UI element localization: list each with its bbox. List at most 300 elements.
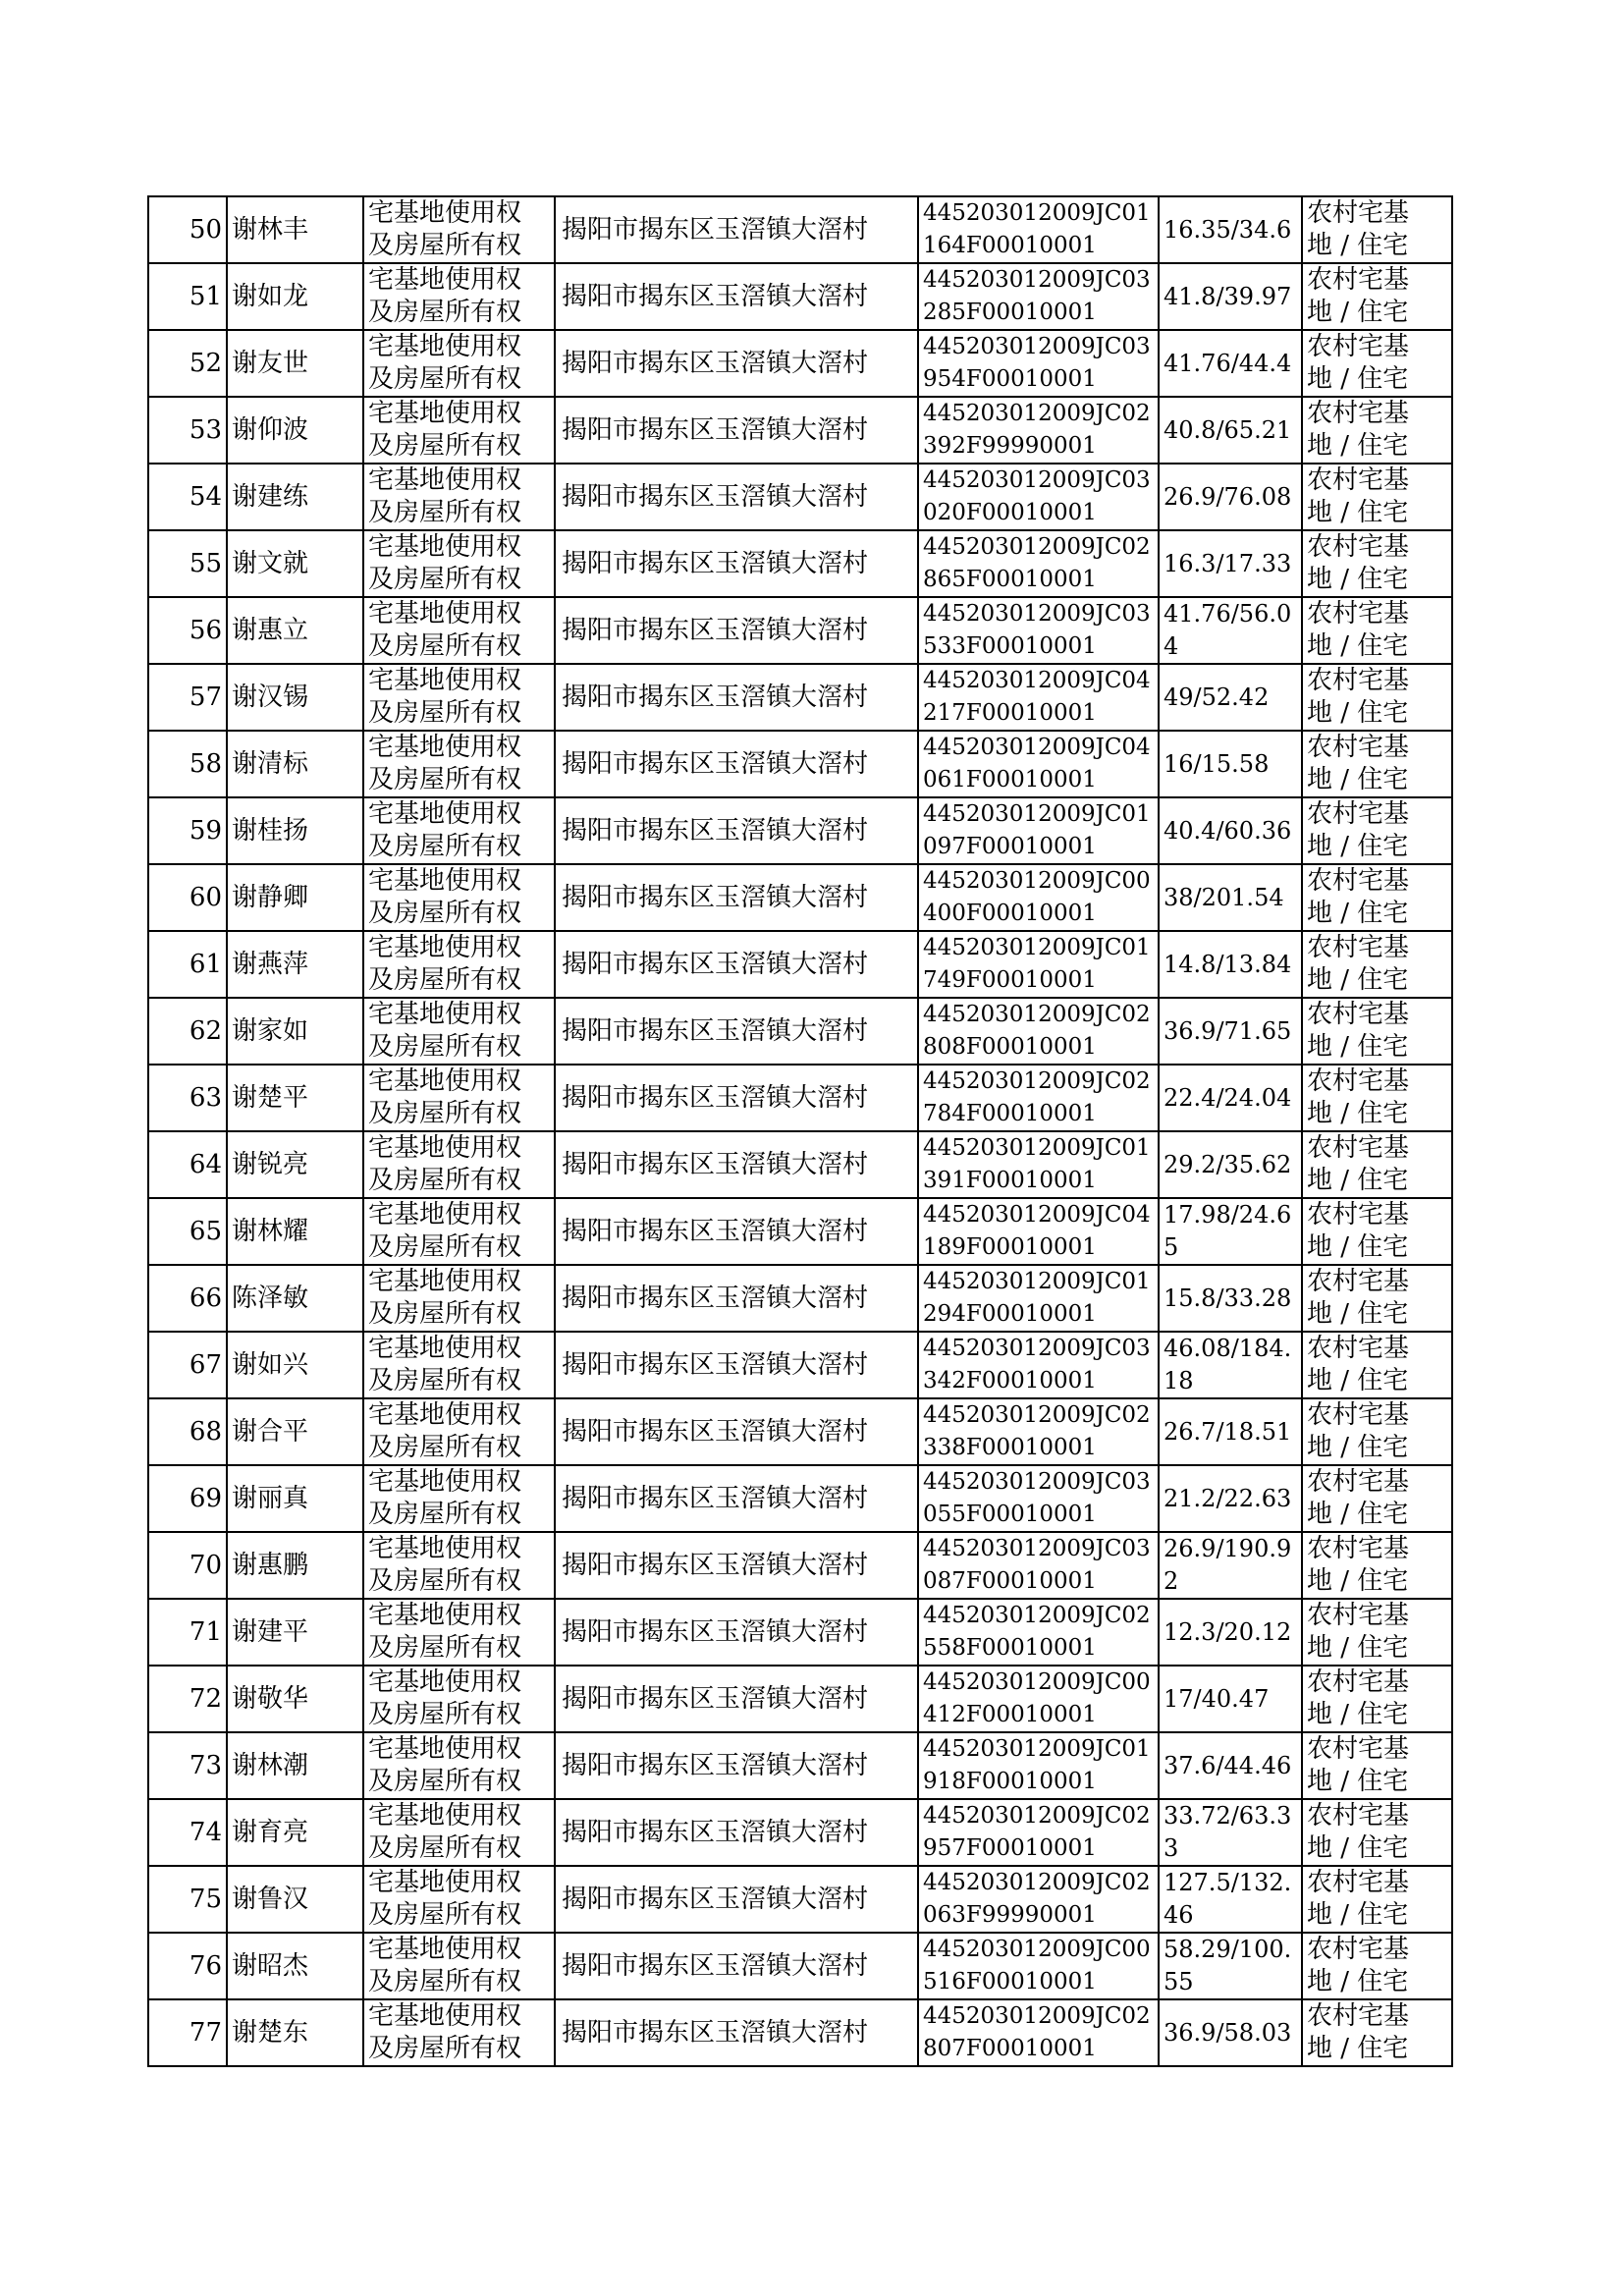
row-number-cell bbox=[148, 1332, 227, 1398]
row-number-cell-text: 75 bbox=[189, 1884, 222, 1914]
unit-code-cell bbox=[918, 998, 1159, 1065]
right-type-cell bbox=[363, 530, 555, 597]
location-cell-text: 揭阳市揭东区玉滘镇大滘村 bbox=[562, 1082, 869, 1113]
usage-cell-text: 农村宅基 地 / 住宅 bbox=[1307, 933, 1410, 995]
area-cell bbox=[1159, 1065, 1302, 1131]
area-cell bbox=[1159, 1666, 1302, 1732]
unit-code-cell bbox=[918, 196, 1159, 263]
area-cell bbox=[1159, 1198, 1302, 1265]
area-cell-text: 127.5/132.46 bbox=[1164, 1869, 1292, 1929]
location-cell-text: 揭阳市揭东区玉滘镇大滘村 bbox=[562, 1283, 869, 1313]
area-cell-text: 38/201.54 bbox=[1164, 883, 1284, 911]
right-type-cell-text: 宅基地使用权 及房屋所有权 bbox=[368, 1133, 522, 1195]
owner-name-cell-text: 谢建平 bbox=[232, 1616, 309, 1647]
row-number-cell bbox=[148, 397, 227, 464]
location-cell bbox=[555, 597, 918, 664]
area-cell bbox=[1159, 797, 1302, 864]
row-number-cell bbox=[148, 1799, 227, 1866]
usage-cell bbox=[1302, 1999, 1452, 2066]
owner-name-cell bbox=[227, 731, 363, 797]
row-number-cell-text: 66 bbox=[189, 1283, 222, 1313]
unit-code-cell-text: 445203012009JC02063F99990001 bbox=[923, 1870, 1151, 1928]
right-type-cell-text: 宅基地使用权 及房屋所有权 bbox=[368, 1400, 522, 1462]
row-number-cell bbox=[148, 1265, 227, 1332]
unit-code-cell bbox=[918, 1666, 1159, 1732]
area-cell bbox=[1159, 731, 1302, 797]
owner-name-cell bbox=[227, 931, 363, 998]
row-number-cell-text: 59 bbox=[189, 815, 222, 846]
area-cell bbox=[1159, 1799, 1302, 1866]
usage-cell-text: 农村宅基 地 / 住宅 bbox=[1307, 1133, 1410, 1195]
unit-code-cell-text: 445203012009JC01749F00010001 bbox=[923, 935, 1151, 993]
usage-cell-text: 农村宅基 地 / 住宅 bbox=[1307, 198, 1410, 260]
usage-cell bbox=[1302, 1265, 1452, 1332]
area-cell bbox=[1159, 196, 1302, 263]
row-number-cell-text: 65 bbox=[189, 1216, 222, 1246]
right-type-cell-text: 宅基地使用权 及房屋所有权 bbox=[368, 1801, 522, 1863]
location-cell-text: 揭阳市揭东区玉滘镇大滘村 bbox=[562, 1216, 869, 1246]
row-number-cell bbox=[148, 664, 227, 731]
owner-name-cell-text: 谢如兴 bbox=[232, 1349, 309, 1380]
owner-name-cell-text: 谢惠鹏 bbox=[232, 1550, 309, 1580]
usage-cell bbox=[1302, 797, 1452, 864]
usage-cell-text: 农村宅基 地 / 住宅 bbox=[1307, 1534, 1410, 1596]
row-number-cell bbox=[148, 1933, 227, 1999]
table-row bbox=[148, 1465, 1452, 1532]
right-type-cell bbox=[363, 931, 555, 998]
area-cell bbox=[1159, 1465, 1302, 1532]
row-number-cell bbox=[148, 1866, 227, 1933]
area-cell-text: 40.8/65.21 bbox=[1164, 415, 1292, 444]
usage-cell-text: 农村宅基 地 / 住宅 bbox=[1307, 866, 1410, 928]
table-row bbox=[148, 1799, 1452, 1866]
row-number-cell-text: 61 bbox=[189, 949, 222, 979]
unit-code-cell-text: 445203012009JC02865F00010001 bbox=[923, 534, 1151, 592]
table-row bbox=[148, 931, 1452, 998]
location-cell bbox=[555, 1198, 918, 1265]
table-row bbox=[148, 1265, 1452, 1332]
unit-code-cell-text: 445203012009JC02558F00010001 bbox=[923, 1603, 1151, 1661]
usage-cell-text: 农村宅基 地 / 住宅 bbox=[1307, 733, 1410, 794]
right-type-cell bbox=[363, 1065, 555, 1131]
location-cell-text: 揭阳市揭东区玉滘镇大滘村 bbox=[562, 1483, 869, 1513]
table-row bbox=[148, 1599, 1452, 1666]
row-number-cell bbox=[148, 1532, 227, 1599]
row-number-cell bbox=[148, 1666, 227, 1732]
right-type-cell-text: 宅基地使用权 及房屋所有权 bbox=[368, 465, 522, 527]
area-cell bbox=[1159, 1265, 1302, 1332]
location-cell bbox=[555, 263, 918, 330]
row-number-cell bbox=[148, 196, 227, 263]
unit-code-cell bbox=[918, 1332, 1159, 1398]
row-number-cell bbox=[148, 530, 227, 597]
owner-name-cell-text: 谢林丰 bbox=[232, 214, 309, 245]
area-cell-text: 40.4/60.36 bbox=[1164, 816, 1292, 845]
location-cell-text: 揭阳市揭东区玉滘镇大滘村 bbox=[562, 2017, 869, 2048]
usage-cell bbox=[1302, 330, 1452, 397]
location-cell bbox=[555, 1065, 918, 1131]
area-cell bbox=[1159, 464, 1302, 530]
location-cell bbox=[555, 797, 918, 864]
usage-cell bbox=[1302, 1799, 1452, 1866]
row-number-cell-text: 57 bbox=[189, 682, 222, 712]
usage-cell-text: 农村宅基 地 / 住宅 bbox=[1307, 666, 1410, 728]
table-row bbox=[148, 1532, 1452, 1599]
area-cell bbox=[1159, 1332, 1302, 1398]
row-number-cell bbox=[148, 1465, 227, 1532]
location-cell bbox=[555, 1131, 918, 1198]
right-type-cell bbox=[363, 1866, 555, 1933]
owner-name-cell-text: 谢家如 bbox=[232, 1015, 309, 1046]
area-cell-text: 22.4/24.04 bbox=[1164, 1083, 1292, 1112]
usage-cell bbox=[1302, 998, 1452, 1065]
location-cell bbox=[555, 998, 918, 1065]
row-number-cell-text: 54 bbox=[189, 481, 222, 512]
table-row bbox=[148, 330, 1452, 397]
unit-code-cell bbox=[918, 1398, 1159, 1465]
row-number-cell-text: 72 bbox=[189, 1683, 222, 1714]
right-type-cell bbox=[363, 1465, 555, 1532]
location-cell-text: 揭阳市揭东区玉滘镇大滘村 bbox=[562, 815, 869, 846]
row-number-cell-text: 68 bbox=[189, 1416, 222, 1447]
area-cell-text: 41.76/44.4 bbox=[1164, 349, 1292, 377]
location-cell-text: 揭阳市揭东区玉滘镇大滘村 bbox=[562, 1616, 869, 1647]
usage-cell-text: 农村宅基 地 / 住宅 bbox=[1307, 1000, 1410, 1062]
table-row bbox=[148, 196, 1452, 263]
row-number-cell bbox=[148, 1732, 227, 1799]
area-cell-text: 26.9/76.08 bbox=[1164, 482, 1292, 511]
unit-code-cell-text: 445203012009JC03055F00010001 bbox=[923, 1469, 1151, 1527]
right-type-cell-text: 宅基地使用权 及房屋所有权 bbox=[368, 1734, 522, 1796]
location-cell-text: 揭阳市揭东区玉滘镇大滘村 bbox=[562, 949, 869, 979]
owner-name-cell-text: 谢育亮 bbox=[232, 1817, 309, 1847]
unit-code-cell-text: 445203012009JC02338F00010001 bbox=[923, 1402, 1151, 1460]
area-cell bbox=[1159, 1999, 1302, 2066]
unit-code-cell bbox=[918, 1599, 1159, 1666]
unit-code-cell-text: 445203012009JC00400F00010001 bbox=[923, 868, 1151, 926]
unit-code-cell bbox=[918, 530, 1159, 597]
usage-cell-text: 农村宅基 地 / 住宅 bbox=[1307, 399, 1410, 461]
owner-name-cell-text: 谢燕萍 bbox=[232, 949, 309, 979]
row-number-cell-text: 60 bbox=[189, 882, 222, 912]
area-cell-text: 29.2/35.62 bbox=[1164, 1150, 1292, 1178]
owner-name-cell bbox=[227, 864, 363, 931]
row-number-cell bbox=[148, 464, 227, 530]
right-type-cell-text: 宅基地使用权 及房屋所有权 bbox=[368, 198, 522, 260]
unit-code-cell bbox=[918, 330, 1159, 397]
right-type-cell-text: 宅基地使用权 及房屋所有权 bbox=[368, 2001, 522, 2063]
usage-cell bbox=[1302, 263, 1452, 330]
location-cell bbox=[555, 1732, 918, 1799]
unit-code-cell-text: 445203012009JC00412F00010001 bbox=[923, 1669, 1151, 1727]
location-cell-text: 揭阳市揭东区玉滘镇大滘村 bbox=[562, 481, 869, 512]
location-cell-text: 揭阳市揭东区玉滘镇大滘村 bbox=[562, 1416, 869, 1447]
owner-name-cell bbox=[227, 1398, 363, 1465]
right-type-cell-text: 宅基地使用权 及房屋所有权 bbox=[368, 399, 522, 461]
right-type-cell bbox=[363, 1799, 555, 1866]
usage-cell bbox=[1302, 1732, 1452, 1799]
right-type-cell-text: 宅基地使用权 及房屋所有权 bbox=[368, 1200, 522, 1262]
location-cell bbox=[555, 464, 918, 530]
location-cell-text: 揭阳市揭东区玉滘镇大滘村 bbox=[562, 1884, 869, 1914]
table-row bbox=[148, 1131, 1452, 1198]
unit-code-cell bbox=[918, 931, 1159, 998]
area-cell bbox=[1159, 1866, 1302, 1933]
usage-cell-text: 农村宅基 地 / 住宅 bbox=[1307, 599, 1410, 661]
right-type-cell-text: 宅基地使用权 及房屋所有权 bbox=[368, 799, 522, 861]
usage-cell-text: 农村宅基 地 / 住宅 bbox=[1307, 799, 1410, 861]
unit-code-cell bbox=[918, 597, 1159, 664]
owner-name-cell bbox=[227, 1265, 363, 1332]
area-cell bbox=[1159, 864, 1302, 931]
unit-code-cell-text: 445203012009JC02808F00010001 bbox=[923, 1002, 1151, 1060]
right-type-cell bbox=[363, 397, 555, 464]
area-cell-text: 16.35/34.6 bbox=[1164, 215, 1292, 244]
area-cell bbox=[1159, 1398, 1302, 1465]
usage-cell-text: 农村宅基 地 / 住宅 bbox=[1307, 532, 1410, 594]
usage-cell bbox=[1302, 196, 1452, 263]
row-number-cell bbox=[148, 597, 227, 664]
unit-code-cell bbox=[918, 464, 1159, 530]
owner-name-cell bbox=[227, 330, 363, 397]
unit-code-cell bbox=[918, 1131, 1159, 1198]
location-cell bbox=[555, 1332, 918, 1398]
usage-cell bbox=[1302, 1465, 1452, 1532]
location-cell bbox=[555, 731, 918, 797]
table-row bbox=[148, 864, 1452, 931]
right-type-cell-text: 宅基地使用权 及房屋所有权 bbox=[368, 1601, 522, 1663]
owner-name-cell-text: 谢惠立 bbox=[232, 615, 309, 645]
row-number-cell-text: 55 bbox=[189, 548, 222, 578]
unit-code-cell bbox=[918, 797, 1159, 864]
location-cell bbox=[555, 1265, 918, 1332]
right-type-cell-text: 宅基地使用权 及房屋所有权 bbox=[368, 1667, 522, 1729]
area-cell-text: 14.8/13.84 bbox=[1164, 950, 1292, 978]
unit-code-cell bbox=[918, 1999, 1159, 2066]
owner-name-cell-text: 谢丽真 bbox=[232, 1483, 309, 1513]
owner-name-cell bbox=[227, 1799, 363, 1866]
location-cell bbox=[555, 530, 918, 597]
owner-name-cell bbox=[227, 1999, 363, 2066]
location-cell-text: 揭阳市揭东区玉滘镇大滘村 bbox=[562, 615, 869, 645]
unit-code-cell bbox=[918, 1532, 1159, 1599]
owner-name-cell bbox=[227, 998, 363, 1065]
unit-code-cell bbox=[918, 864, 1159, 931]
location-cell-text: 揭阳市揭东区玉滘镇大滘村 bbox=[562, 882, 869, 912]
usage-cell bbox=[1302, 397, 1452, 464]
table-row bbox=[148, 464, 1452, 530]
right-type-cell bbox=[363, 1532, 555, 1599]
unit-code-cell-text: 445203012009JC02392F99990001 bbox=[923, 401, 1151, 459]
owner-name-cell bbox=[227, 397, 363, 464]
usage-cell-text: 农村宅基 地 / 住宅 bbox=[1307, 1200, 1410, 1262]
owner-name-cell bbox=[227, 1866, 363, 1933]
row-number-cell-text: 71 bbox=[189, 1616, 222, 1647]
area-cell-text: 17/40.47 bbox=[1164, 1684, 1270, 1713]
unit-code-cell-text: 445203012009JC03020F00010001 bbox=[923, 467, 1151, 525]
area-cell-text: 49/52.42 bbox=[1164, 683, 1270, 711]
right-type-cell bbox=[363, 864, 555, 931]
right-type-cell-text: 宅基地使用权 及房屋所有权 bbox=[368, 332, 522, 394]
row-number-cell bbox=[148, 330, 227, 397]
location-cell-text: 揭阳市揭东区玉滘镇大滘村 bbox=[562, 1149, 869, 1179]
right-type-cell-text: 宅基地使用权 及房屋所有权 bbox=[368, 265, 522, 327]
table-row bbox=[148, 664, 1452, 731]
table-row bbox=[148, 1332, 1452, 1398]
row-number-cell-text: 58 bbox=[189, 748, 222, 779]
row-number-cell-text: 56 bbox=[189, 615, 222, 645]
right-type-cell-text: 宅基地使用权 及房屋所有权 bbox=[368, 1467, 522, 1529]
area-cell-text: 37.6/44.46 bbox=[1164, 1751, 1292, 1779]
right-type-cell bbox=[363, 1933, 555, 1999]
table-row bbox=[148, 731, 1452, 797]
area-cell-text: 33.72/63.33 bbox=[1164, 1802, 1292, 1862]
owner-name-cell bbox=[227, 464, 363, 530]
usage-cell bbox=[1302, 1131, 1452, 1198]
owner-name-cell-text: 谢昭杰 bbox=[232, 1950, 309, 1981]
unit-code-cell bbox=[918, 1065, 1159, 1131]
registry-table bbox=[147, 195, 1453, 2067]
usage-cell-text: 农村宅基 地 / 住宅 bbox=[1307, 332, 1410, 394]
location-cell-text: 揭阳市揭东区玉滘镇大滘村 bbox=[562, 1950, 869, 1981]
row-number-cell-text: 52 bbox=[189, 348, 222, 378]
right-type-cell bbox=[363, 1732, 555, 1799]
table-row bbox=[148, 1198, 1452, 1265]
usage-cell-text: 农村宅基 地 / 住宅 bbox=[1307, 265, 1410, 327]
row-number-cell-text: 73 bbox=[189, 1750, 222, 1780]
usage-cell-text: 农村宅基 地 / 住宅 bbox=[1307, 1066, 1410, 1128]
usage-cell bbox=[1302, 664, 1452, 731]
table-row bbox=[148, 597, 1452, 664]
area-cell bbox=[1159, 664, 1302, 731]
location-cell bbox=[555, 1465, 918, 1532]
usage-cell bbox=[1302, 464, 1452, 530]
unit-code-cell bbox=[918, 1265, 1159, 1332]
row-number-cell bbox=[148, 1599, 227, 1666]
table-row bbox=[148, 1732, 1452, 1799]
right-type-cell-text: 宅基地使用权 及房屋所有权 bbox=[368, 1000, 522, 1062]
unit-code-cell-text: 445203012009JC02957F00010001 bbox=[923, 1803, 1151, 1861]
unit-code-cell-text: 445203012009JC04217F00010001 bbox=[923, 668, 1151, 726]
unit-code-cell-text: 445203012009JC02807F00010001 bbox=[923, 2003, 1151, 2061]
area-cell-text: 46.08/184.18 bbox=[1164, 1335, 1292, 1394]
owner-name-cell-text: 谢汉锡 bbox=[232, 682, 309, 712]
table-row bbox=[148, 998, 1452, 1065]
right-type-cell bbox=[363, 797, 555, 864]
right-type-cell bbox=[363, 1332, 555, 1398]
right-type-cell-text: 宅基地使用权 及房屋所有权 bbox=[368, 599, 522, 661]
unit-code-cell bbox=[918, 664, 1159, 731]
unit-code-cell-text: 445203012009JC03285F00010001 bbox=[923, 267, 1151, 325]
area-cell-text: 41.8/39.97 bbox=[1164, 282, 1292, 310]
area-cell bbox=[1159, 530, 1302, 597]
right-type-cell bbox=[363, 464, 555, 530]
right-type-cell-text: 宅基地使用权 及房屋所有权 bbox=[368, 933, 522, 995]
usage-cell bbox=[1302, 864, 1452, 931]
location-cell bbox=[555, 1999, 918, 2066]
location-cell bbox=[555, 1532, 918, 1599]
unit-code-cell-text: 445203012009JC01294F00010001 bbox=[923, 1269, 1151, 1327]
area-cell bbox=[1159, 597, 1302, 664]
unit-code-cell bbox=[918, 397, 1159, 464]
owner-name-cell-text: 谢清标 bbox=[232, 748, 309, 779]
owner-name-cell-text: 谢如龙 bbox=[232, 281, 309, 311]
table-row bbox=[148, 1999, 1452, 2066]
area-cell-text: 26.9/190.92 bbox=[1164, 1535, 1292, 1595]
area-cell bbox=[1159, 1732, 1302, 1799]
right-type-cell bbox=[363, 263, 555, 330]
right-type-cell bbox=[363, 1265, 555, 1332]
location-cell-text: 揭阳市揭东区玉滘镇大滘村 bbox=[562, 281, 869, 311]
unit-code-cell-text: 445203012009JC03954F00010001 bbox=[923, 334, 1151, 392]
table-row bbox=[148, 1398, 1452, 1465]
row-number-cell-text: 76 bbox=[189, 1950, 222, 1981]
unit-code-cell bbox=[918, 731, 1159, 797]
owner-name-cell bbox=[227, 664, 363, 731]
owner-name-cell bbox=[227, 1732, 363, 1799]
unit-code-cell-text: 445203012009JC01097F00010001 bbox=[923, 801, 1151, 859]
location-cell-text: 揭阳市揭东区玉滘镇大滘村 bbox=[562, 1550, 869, 1580]
owner-name-cell bbox=[227, 1532, 363, 1599]
table-row bbox=[148, 530, 1452, 597]
row-number-cell-text: 50 bbox=[189, 214, 222, 245]
location-cell bbox=[555, 864, 918, 931]
area-cell-text: 21.2/22.63 bbox=[1164, 1484, 1292, 1512]
table-row bbox=[148, 1065, 1452, 1131]
location-cell bbox=[555, 664, 918, 731]
usage-cell-text: 农村宅基 地 / 住宅 bbox=[1307, 2001, 1410, 2063]
usage-cell bbox=[1302, 530, 1452, 597]
usage-cell-text: 农村宅基 地 / 住宅 bbox=[1307, 1267, 1410, 1329]
location-cell-text: 揭阳市揭东区玉滘镇大滘村 bbox=[562, 1015, 869, 1046]
location-cell bbox=[555, 931, 918, 998]
unit-code-cell-text: 445203012009JC03533F00010001 bbox=[923, 601, 1151, 659]
unit-code-cell bbox=[918, 263, 1159, 330]
owner-name-cell-text: 陈泽敏 bbox=[232, 1283, 309, 1313]
table-row bbox=[148, 1666, 1452, 1732]
right-type-cell-text: 宅基地使用权 及房屋所有权 bbox=[368, 1267, 522, 1329]
row-number-cell bbox=[148, 998, 227, 1065]
unit-code-cell-text: 445203012009JC02784F00010001 bbox=[923, 1068, 1151, 1126]
location-cell-text: 揭阳市揭东区玉滘镇大滘村 bbox=[562, 1750, 869, 1780]
location-cell-text: 揭阳市揭东区玉滘镇大滘村 bbox=[562, 548, 869, 578]
usage-cell bbox=[1302, 931, 1452, 998]
right-type-cell bbox=[363, 731, 555, 797]
area-cell bbox=[1159, 330, 1302, 397]
unit-code-cell bbox=[918, 1465, 1159, 1532]
right-type-cell-text: 宅基地使用权 及房屋所有权 bbox=[368, 532, 522, 594]
owner-name-cell bbox=[227, 1065, 363, 1131]
row-number-cell bbox=[148, 931, 227, 998]
location-cell-text: 揭阳市揭东区玉滘镇大滘村 bbox=[562, 1817, 869, 1847]
area-cell-text: 15.8/33.28 bbox=[1164, 1284, 1292, 1312]
row-number-cell-text: 64 bbox=[189, 1149, 222, 1179]
right-type-cell-text: 宅基地使用权 及房屋所有权 bbox=[368, 733, 522, 794]
usage-cell-text: 农村宅基 地 / 住宅 bbox=[1307, 1935, 1410, 1996]
area-cell-text: 16/15.58 bbox=[1164, 749, 1270, 778]
unit-code-cell-text: 445203012009JC01164F00010001 bbox=[923, 200, 1151, 258]
owner-name-cell-text: 谢桂扬 bbox=[232, 815, 309, 846]
unit-code-cell bbox=[918, 1799, 1159, 1866]
area-cell bbox=[1159, 1933, 1302, 1999]
usage-cell bbox=[1302, 1532, 1452, 1599]
unit-code-cell-text: 445203012009JC03342F00010001 bbox=[923, 1336, 1151, 1393]
owner-name-cell-text: 谢敬华 bbox=[232, 1683, 309, 1714]
area-cell bbox=[1159, 397, 1302, 464]
area-cell-text: 16.3/17.33 bbox=[1164, 549, 1292, 577]
right-type-cell bbox=[363, 1198, 555, 1265]
owner-name-cell bbox=[227, 1666, 363, 1732]
